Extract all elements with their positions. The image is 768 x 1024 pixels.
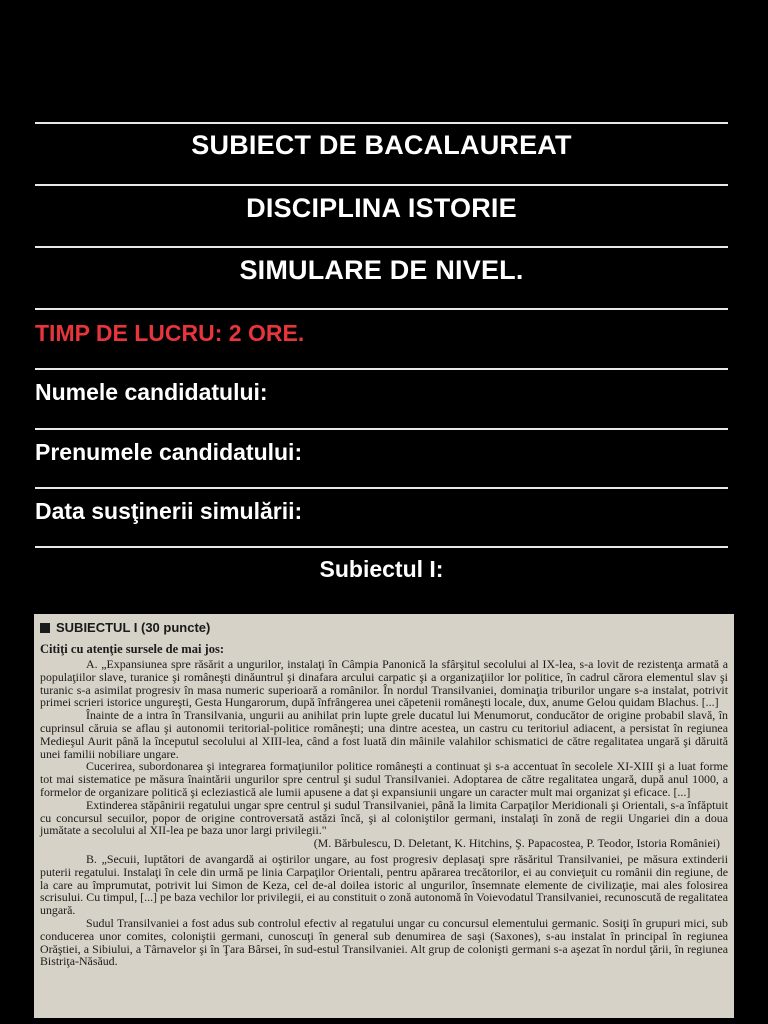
paragraph: B. „Secuii, luptători de avangardă ai oştirilor ungare, au fost progresiv deplasaţi spre răsăritul Transilvaniei, pe măsura extinderii puterii regatului. Instalaţi în cele din urmă pe linia Carpaţilor Orientali, pentru apărarea trecătorilor, ei au convieţuit cu românii din regiune, de la care au împrumutat, potrivit lui Simon de Keza, cel de-al doilea istoric al ungurilor, însemnate elemente de civilizaţie, mai ales folosirea scrisului. Cu timpul, [...] pe baza vechilor lor privilegii, ei au constituit o zonă autonomă în Voievodatul Transilvaniei, recunoscută de regalitatea ungară. bbox=[40, 851, 728, 918]
paragraph: Extinderea stăpânirii regatului ungar spre centrul şi sudul Transilvaniei, până la limita Carpaţilor Meridionali şi Orientali, s-a înfăptuit cu concursul secuilor, popor de origine controversată astăzi încă, şi al coloniştilor germani, instalaţi în zonă de regii Ungariei din a doua jumătate a secolului al XII-lea pe baza unor largi privilegii." bbox=[40, 797, 728, 838]
scan-heading-text: SUBIECTUL I (30 puncte) bbox=[56, 620, 211, 635]
divider bbox=[35, 184, 728, 186]
divider bbox=[35, 368, 728, 370]
paragraph: A. „Expansiunea spre răsărit a ungurilor, instalaţi în Câmpia Panonică la sfârşitul secolului al IX-lea, s-a lovit de rezistenţa armată a populaţiilor slave, turanice şi româneşti dinăuntrul şi dinafara arcului carpatic şi a organizaţiilor lor politice, în cadrul cărora elementul slav şi turanic s-a asimilat progresiv în masa numeric superioară a românilor. În nordul Transilvaniei, dominaţia triburilor ungare s-a instalat, potrivit primei scrieri istorice ungureşti, Gesta Hungarorum, după înfrângerea unei căpetenii româneşti locale, dux, anume Gelou quidam Blachus. [...] bbox=[40, 657, 728, 710]
divider bbox=[35, 428, 728, 430]
divider bbox=[35, 308, 728, 310]
discipline-title: DISCIPLINA ISTORIE bbox=[246, 193, 517, 223]
section-title: Subiectul I: bbox=[319, 556, 444, 582]
divider bbox=[35, 122, 728, 124]
time-limit: TIMP DE LUCRU: 2 ORE. bbox=[35, 320, 305, 346]
exam-title: SUBIECT DE BACALAUREAT bbox=[191, 130, 572, 160]
divider bbox=[35, 546, 728, 548]
divider bbox=[35, 246, 728, 248]
simulation-title: SIMULARE DE NIVEL. bbox=[239, 255, 524, 285]
date-label: Data susţinerii simulării: bbox=[35, 498, 303, 524]
last-name-label: Numele candidatului: bbox=[35, 379, 268, 405]
source-citation: (M. Bărbulescu, D. Deletant, K. Hitchins, Ş. Papacostea, P. Teodor, Istoria României) bbox=[313, 836, 720, 851]
paragraph: Înainte de a intra în Transilvania, ungurii au anihilat prin lupte grele ducatul lui Menumorut, conducător de origine probabil slavă, în cuprinsul căruia se aflau şi autonomii teritorial-politice româneşti; una dintre acestea, un castru cu teritoriul adiacent, a persistat în regiunea Medieşul Aurit până la începutul secolului al XIII-lea, când a fost luată din mâinile valahilor schismatici de către regalitatea ungară şi dăruită unei familii nobiliare ungare. bbox=[40, 708, 728, 761]
bullet-square-icon bbox=[40, 623, 50, 633]
instruction: Citiţi cu atenţie sursele de mai jos: bbox=[40, 642, 224, 656]
scan-heading bbox=[40, 620, 728, 635]
paragraph: Sudul Transilvaniei a fost adus sub controlul efectiv al regatului ungar cu concursul elementului germanic. Sosiţi în grupuri mici, sub conducerea unor comites, coloniştii germani, cunoscuţi în general sub denumirea de saşi (Saxones), s-au instalat în principal în regiunea Orăştiei, a Sibiului, a Târnavelor şi în Ţara Bârsei, în sud-estul Transilvaniei. Alt grup de colonişti germani s-a aşezat în nordul ţării, în regiunea Bistriţa-Năsăud. bbox=[40, 915, 728, 969]
scanned-page bbox=[34, 614, 734, 1018]
paragraph: Cucerirea, subordonarea şi integrarea formaţiunilor politice româneşti a continuat şi s-a accentuat în secolele XI-XIII şi a luat forme tot mai sistematice pe măsura înaintării ungurilor spre centrul şi sudul Transilvaniei. Adoptarea de către regalitatea ungară, după anul 1000, a formelor de organizare politică şi ecleziastică ale lumii apusene a dat şi expansiunii ungare un caracter mult mai organizat şi eficace. [...] bbox=[40, 759, 728, 799]
divider bbox=[35, 487, 728, 489]
first-name-label: Prenumele candidatului: bbox=[35, 439, 303, 465]
